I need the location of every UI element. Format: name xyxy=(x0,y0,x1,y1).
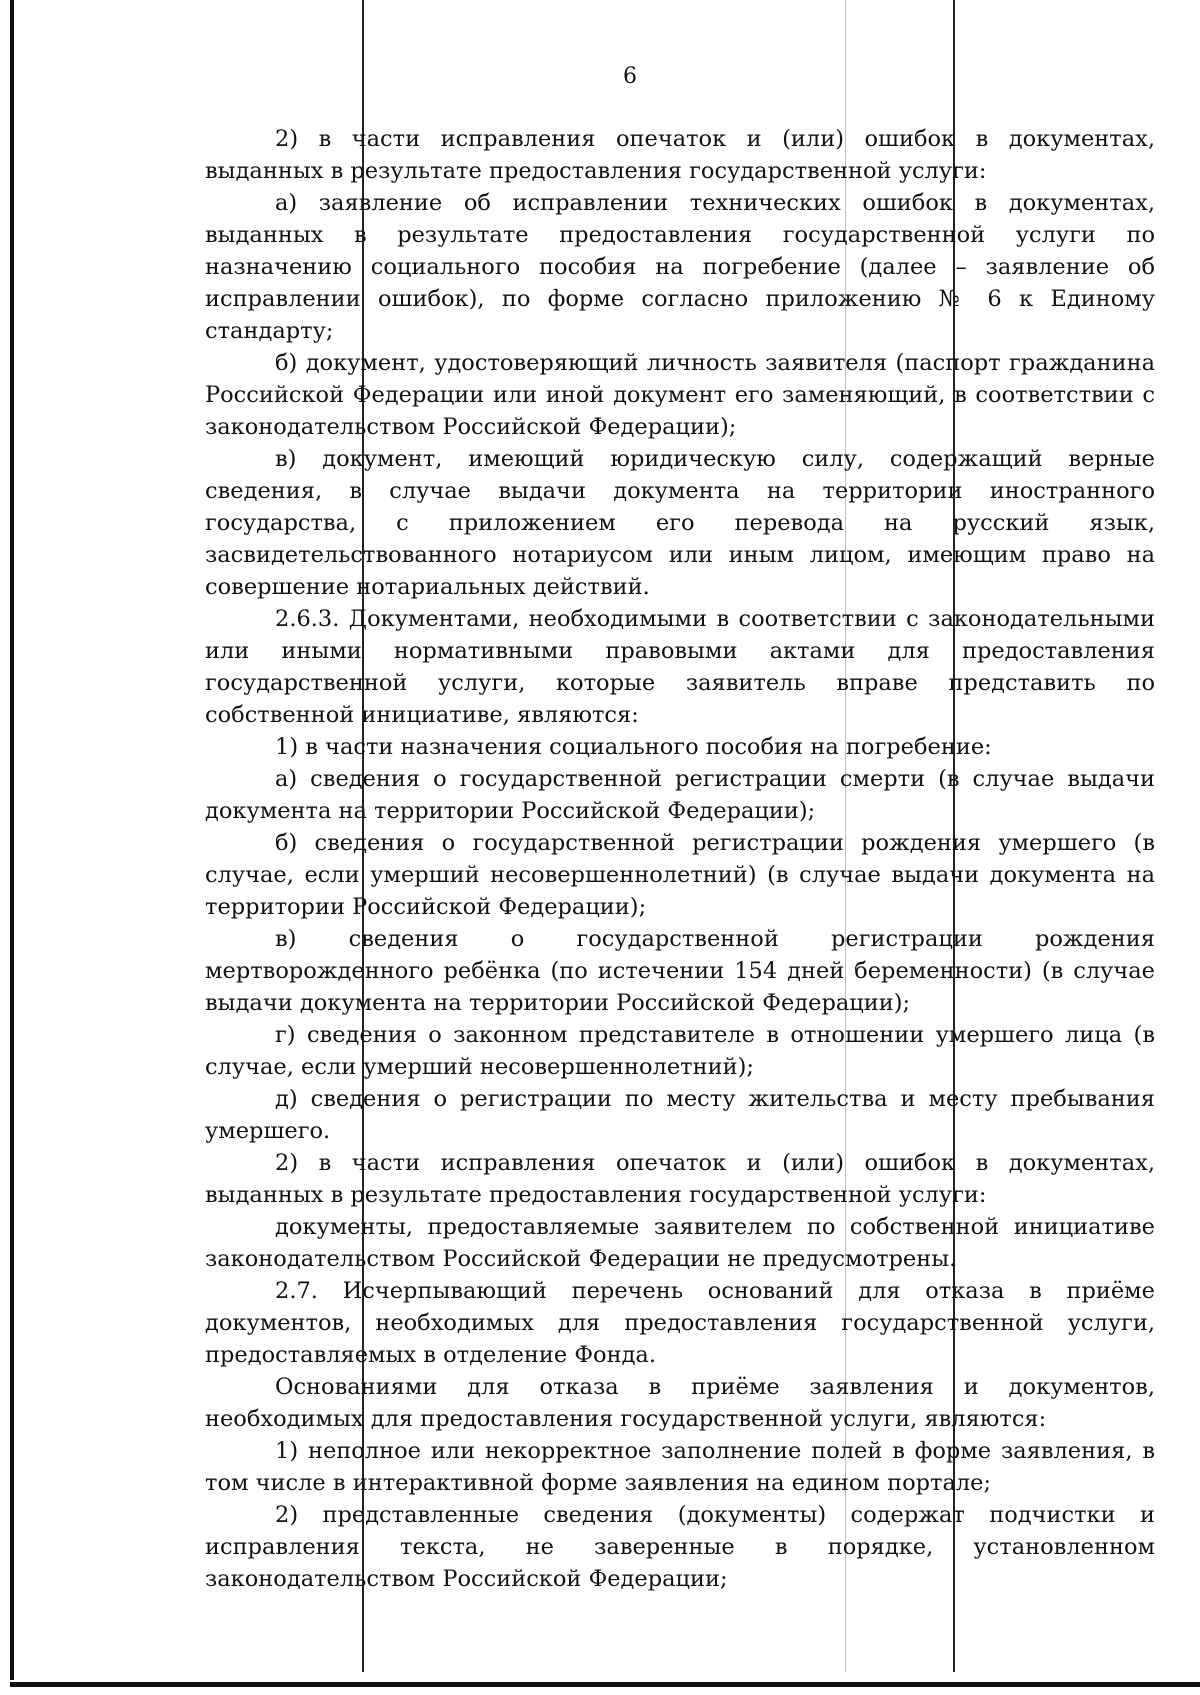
paragraph: Основаниями для отказа в приёме заявления и документов, необходимых для предоставления государственной услуги, являются: xyxy=(205,1374,1155,1432)
paragraph: 2) в части исправления опечаток и (или) ошибок в документах, выданных в результате предоставления государственной услуги: xyxy=(205,126,1155,184)
paragraph: 2.6.3. Документами, необходимыми в соответствии с законодательными или иными нормативными правовыми актами для предоставления государственной услуги, которые заявитель вправе представить по собственной инициативе, являются: xyxy=(205,606,1155,728)
paragraph: а) заявление об исправлении технических ошибок в документах, выданных в результате предоставления государственной услуги по назначению социального пособия на погребение (далее – заявление об исправлении ошибок), по форме согласно приложению № 6 к Единому стандарту; xyxy=(205,190,1155,344)
scan-border-bottom xyxy=(10,1682,1200,1687)
paragraph: а) сведения о государственной регистрации смерти (в случае выдачи документа на территории Российской Федерации); xyxy=(205,766,1155,824)
paragraph: 2) в части исправления опечаток и (или) ошибок в документах, выданных в результате предоставления государственной услуги: xyxy=(205,1150,1155,1208)
paragraph: б) сведения о государственной регистрации рождения умершего (в случае, если умерший несовершеннолетний) (в случае выдачи документа на территории Российской Федерации); xyxy=(205,830,1155,920)
paragraph: 1) неполное или некорректное заполнение полей в форме заявления, в том числе в интерактивной форме заявления на едином портале; xyxy=(205,1438,1155,1496)
paragraph: 2) представленные сведения (документы) содержат подчистки и исправления текста, не заверенные в порядке, установленном законодательством Российской Федерации; xyxy=(205,1502,1155,1592)
paragraph: 2.7. Исчерпывающий перечень оснований для отказа в приёме документов, необходимых для предоставления государственной услуги, предоставляемых в отделение Фонда. xyxy=(205,1278,1155,1368)
page-number: 6 xyxy=(623,64,637,89)
document-body xyxy=(205,123,1155,1595)
paragraph: б) документ, удостоверяющий личность заявителя (паспорт гражданина Российской Федерации или иной документ его заменяющий, в соответствии с законодательством Российской Федерации); xyxy=(205,350,1155,440)
paragraph: в) сведения о государственной регистрации рождения мертворожденного ребёнка (по истечении 154 дней беременности) (в случае выдачи документа на территории Российской Федерации); xyxy=(205,926,1155,1016)
paragraph: документы, предоставляемые заявителем по собственной инициативе законодательством Российской Федерации не предусмотрены. xyxy=(205,1214,1155,1272)
paragraph: 1) в части назначения социального пособия на погребение: xyxy=(275,734,992,760)
paragraph: д) сведения о регистрации по месту жительства и месту пребывания умершего. xyxy=(205,1086,1155,1144)
paragraph: в) документ, имеющий юридическую силу, содержащий верные сведения, в случае выдачи документа на территории иностранного государства, с приложением его перевода на русский язык, засвидетельствованного нотариусом или иным лицом, имеющим право на совершение нотариальных действий. xyxy=(205,446,1155,600)
scan-border-left xyxy=(10,0,14,1680)
paragraph: г) сведения о законном представителе в отношении умершего лица (в случае, если умерший несовершеннолетний); xyxy=(205,1022,1155,1080)
